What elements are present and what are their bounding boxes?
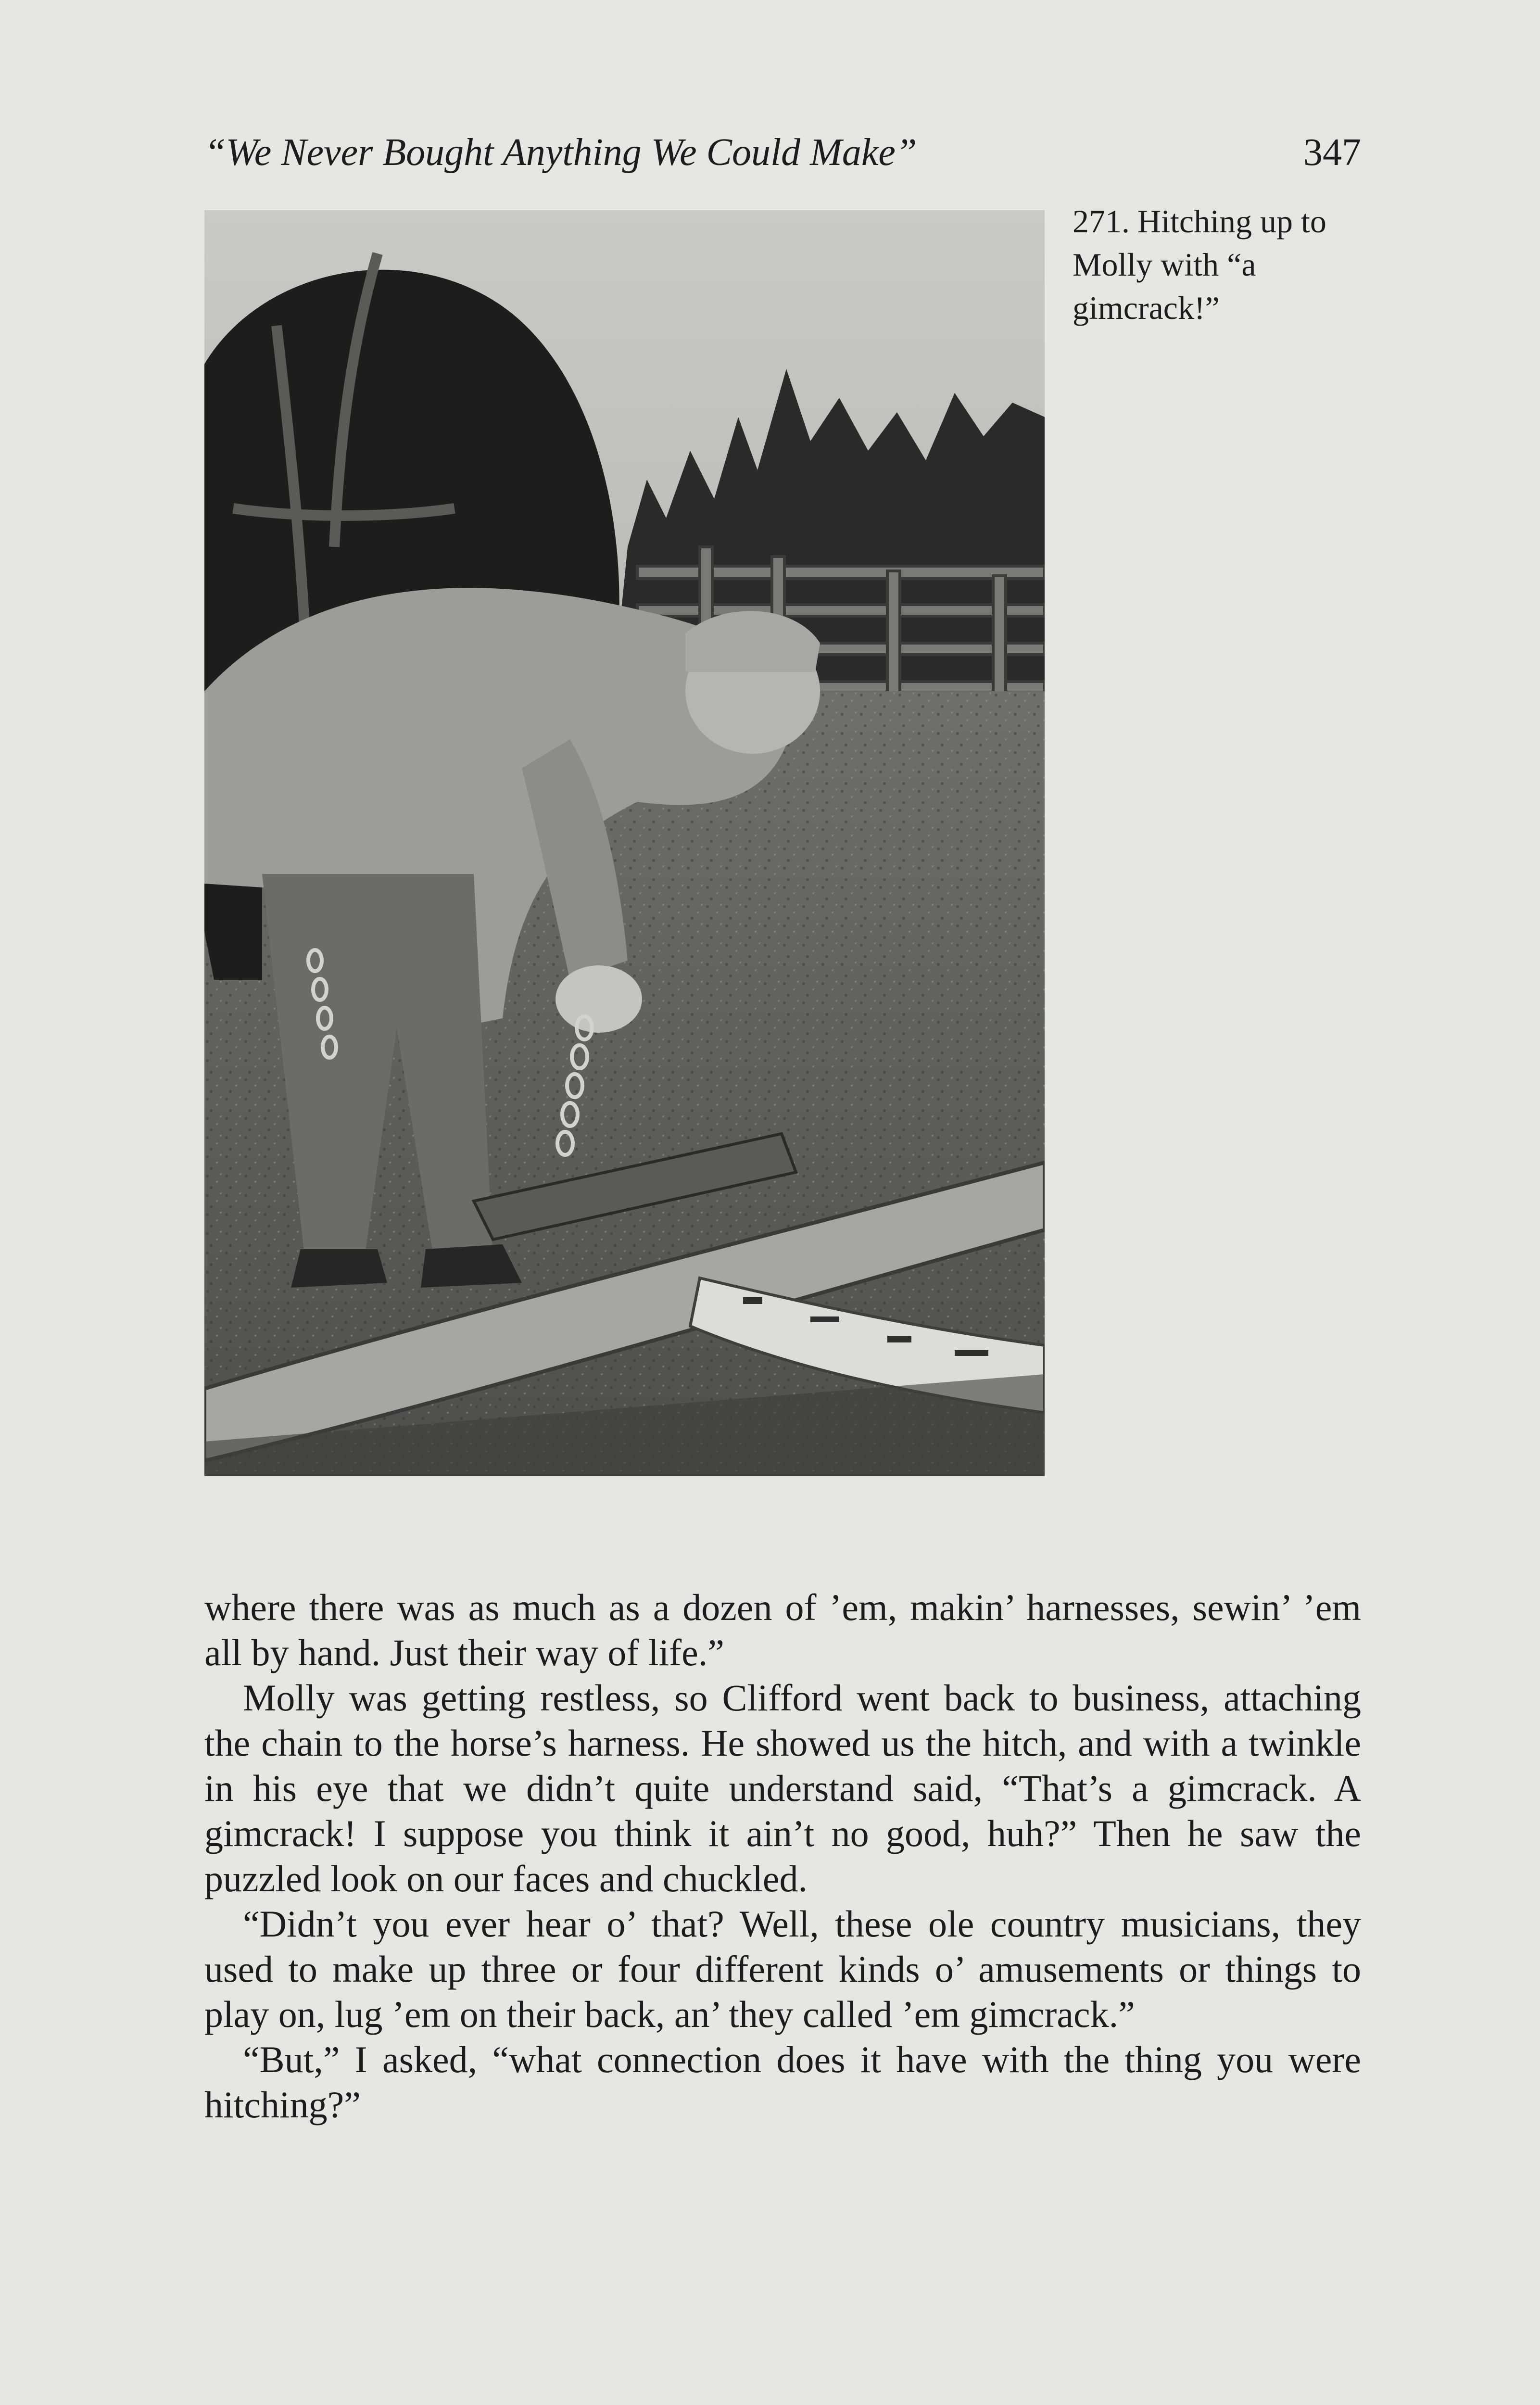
paragraph-1: where there was as much as a dozen of ’em, makin’ harnesses, sewin’ ’em all by hand. Just their way of life.” (204, 1586, 1361, 1673)
paragraph-4: “But,” I asked, “what connection does it have with the thing you were hitching?” (204, 2038, 1361, 2126)
running-head (204, 126, 1361, 179)
figure-number: 271. (1073, 203, 1130, 240)
body-text (204, 1585, 1361, 2127)
page-number: 347 (1303, 131, 1361, 174)
figure-photo (204, 210, 1045, 1476)
figure-caption-text: Hitching up to Molly with “a gimcrack!” (1073, 203, 1326, 326)
figure-caption (1073, 200, 1361, 329)
paragraph-3: “Didn’t you ever hear o’ that? Well, these ole country musicians, they used to make up three or four different kinds o’ amusements or things to play on, lug ’em on their back, an’ they called ’em gimcrack.” (204, 1903, 1361, 2035)
paragraph-2: Molly was getting restless, so Clifford went back to business, attaching the chain to the horse’s harness. He showed us the hitch, and with a twinkle in his eye that we didn’t quite understand said, “That’s a gimcrack. A gimcrack! I suppose you think it ain’t no good, huh?” Then he saw the puzzled look on our faces and chuckled. (204, 1677, 1361, 1899)
photo-illustration (204, 210, 1045, 1476)
running-title: “We Never Bought Anything We Could Make” (204, 131, 917, 174)
